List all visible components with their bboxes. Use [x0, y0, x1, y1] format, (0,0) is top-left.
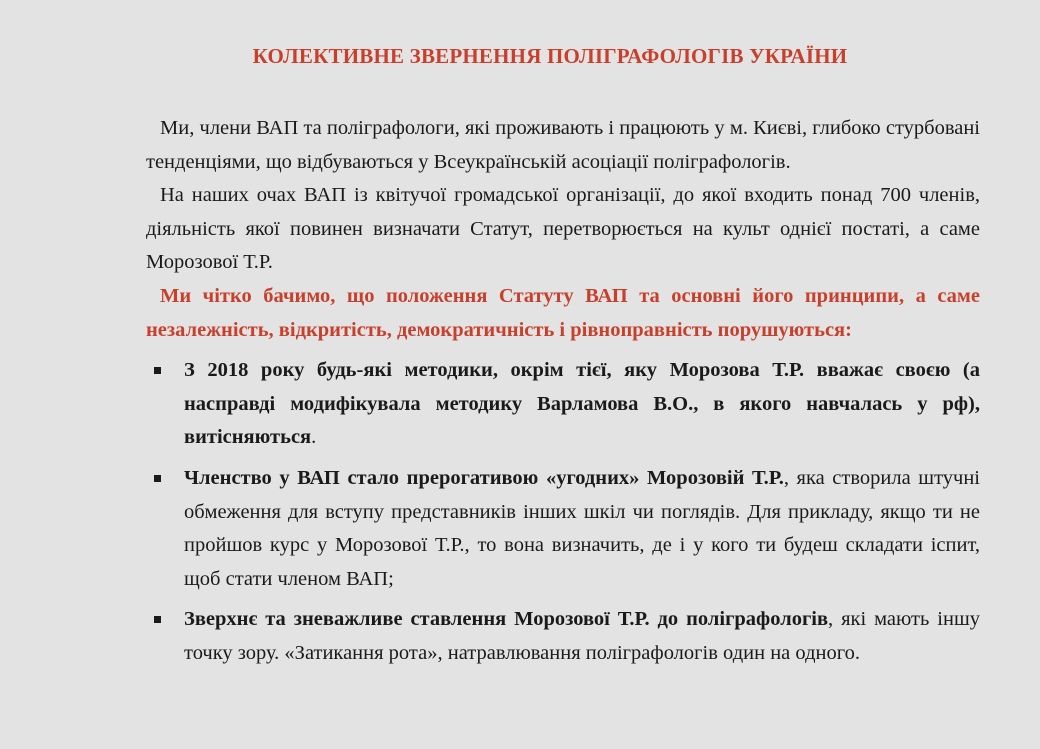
paragraph: Ми, члени ВАП та поліграфологи, які проживають і працюють у м. Києві, глибоко стурбовані тенденціями, що відбуваються у Всеукраїнській асоціації поліграфологів. — [146, 117, 980, 173]
document-body — [146, 112, 980, 678]
square-bullet-icon — [154, 475, 161, 482]
document-title: КОЛЕКТИВНЕ ЗВЕРНЕННЯ ПОЛІГРАФОЛОГІВ УКРАЇНИ — [252, 44, 848, 68]
list-item — [146, 354, 980, 455]
square-bullet-icon — [154, 616, 161, 623]
list-item-text: . — [311, 426, 317, 449]
list-item-bold: З 2018 року будь-які методики, окрім тієї, яку Морозова Т.Р. вважає своєю (а насправді модифікувала методику Варламова В.О., в якого навчалась у рф), витісняються — [184, 359, 980, 449]
list-item-bold: Зверхнє та зневажливе ставлення Морозової Т.Р. до поліграфологів — [184, 608, 829, 631]
square-bullet-icon — [154, 367, 161, 374]
bullet-list — [146, 354, 980, 670]
list-item — [146, 603, 980, 670]
list-item-text: , які мають іншу точку зору. «Затикання рота», натравлювання поліграфологів один на одного. — [184, 608, 980, 664]
list-item-bold: Членство у ВАП стало прерогативою «угодних» Морозовій Т.Р. — [184, 466, 784, 489]
highlighted-paragraph: Ми чітко бачимо, що положення Статуту ВАП та основні його принципи, а саме незалежність, відкритість, демократичність і рівноправність порушуються: — [146, 284, 980, 341]
list-item — [146, 462, 980, 596]
list-item-text: , яка створила штучні обмеження для вступу представників інших шкіл чи поглядів. Для прикладу, якщо ти не пройшов курс у Морозової Т.Р., то вона визначить, де і у кого ти будеш складати іспит, щоб стати членом ВАП; — [184, 466, 980, 590]
paragraph: На наших очах ВАП із квітучої громадської організації, до якої входить понад 700 членів, діяльність якої повинен визначати Статут, перетворюється на культ однієї постаті, а саме Морозової Т.Р. — [146, 184, 980, 274]
